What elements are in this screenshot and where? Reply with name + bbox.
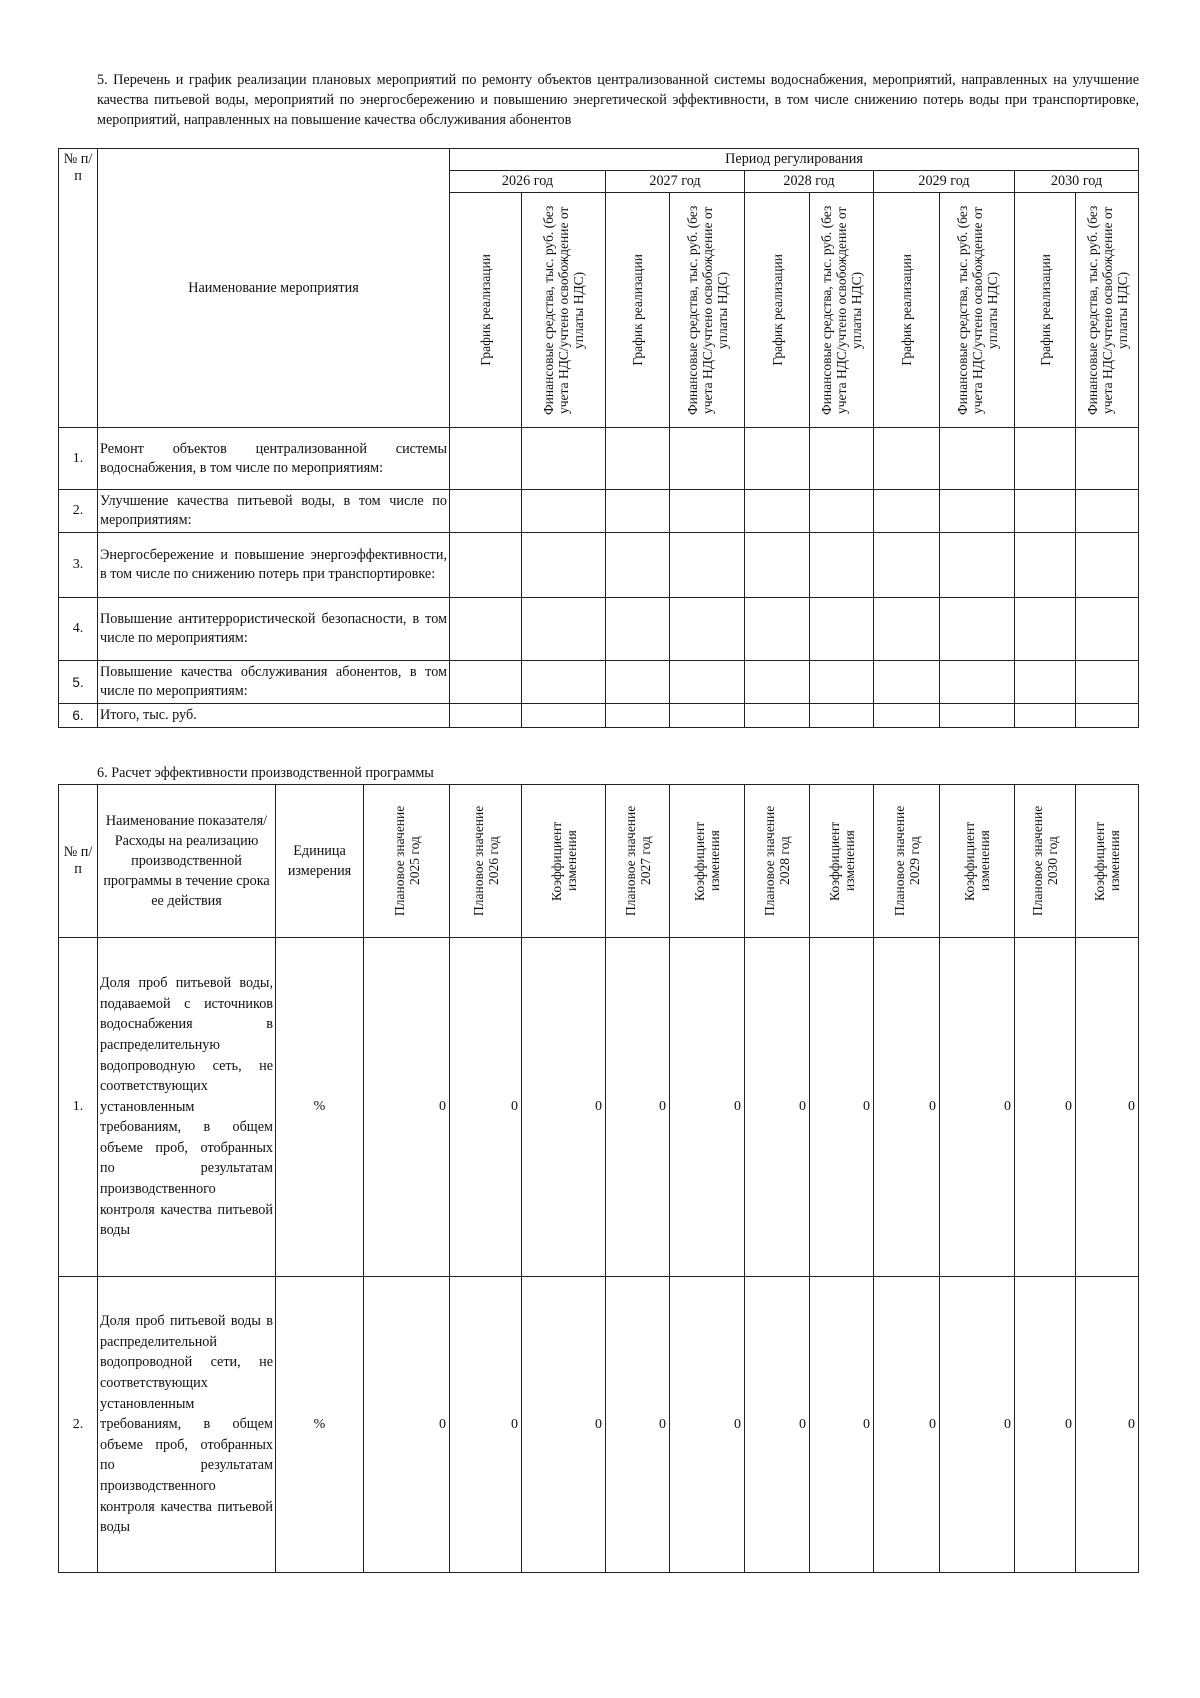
row-name: Ремонт объектов централизованной системы водоснабжения, в том числе по мероприятиям: [98, 428, 450, 490]
row-num: 3. [59, 533, 98, 598]
row-num: 2. [59, 490, 98, 533]
cell-value: 0 [874, 1277, 940, 1573]
header-schedule: График реализации [478, 254, 493, 366]
row-num: 4. [59, 598, 98, 661]
cell-value: 0 [364, 938, 450, 1277]
header-num: № п/п [59, 149, 98, 428]
cell-value: 0 [606, 938, 670, 1277]
cell-value: 0 [1076, 938, 1139, 1277]
activities-schedule-table [58, 148, 1139, 728]
efficiency-table [58, 784, 1139, 1573]
header-plan-2025: Плановое значение 2025 год [391, 805, 422, 917]
row-num: 1. [59, 428, 98, 490]
header-indicator-name: Наименование показателя/Расходы на реализацию производственной программы в течение срока ее действия [98, 785, 276, 938]
header-coef: Коэффициент изменения [548, 821, 579, 901]
cell-value: 0 [606, 1277, 670, 1573]
row-num: 6. [59, 704, 98, 728]
cell-value: 0 [670, 1277, 745, 1573]
header-schedule: График реализации [769, 254, 785, 366]
row-num: 2. [59, 1277, 98, 1573]
row-name: Энергосбережение и повышение энергоэффективности, в том числе по снижению потерь при транспортировке: [98, 533, 450, 598]
cell-value: 0 [810, 938, 874, 1277]
cell-value: 0 [364, 1277, 450, 1573]
header-year: 2027 год [606, 171, 745, 193]
row-unit: % [276, 938, 364, 1277]
row-name: Доля проб питьевой воды в распределительной водопроводной сети, не соответствующих установленным требованиям, в общем объеме проб, отобранных по результатам производственного контроля качества питьевой воды [98, 1277, 276, 1573]
header-schedule: График реализации [899, 254, 914, 366]
header-coef: Коэффициент изменения [692, 821, 722, 901]
table-row [59, 428, 1139, 490]
cell-value: 0 [745, 938, 810, 1277]
row-name: Доля проб питьевой воды, подаваемой с источников водоснабжения в распределительную водопроводную сеть, не соответствующих установленным требованиям, в общем объеме проб, отобранных по результатам производственного контроля качества питьевой воды [98, 938, 276, 1277]
cell-value: 0 [874, 938, 940, 1277]
row-unit: % [276, 1277, 364, 1573]
header-finance: Финансовые средства, тыс. руб. (без учета НДС/учтено освобождение от уплаты НДС) [819, 205, 864, 415]
header-coef: Коэффициент изменения [1092, 821, 1122, 901]
header-finance: Финансовые средства, тыс. руб. (без учета НДС/учтено освобождение от уплаты НДС) [1084, 205, 1130, 415]
table-row [59, 490, 1139, 533]
cell-value: 0 [522, 938, 606, 1277]
header-coef: Коэффициент изменения [826, 821, 857, 901]
header-coef: Коэффициент изменения [962, 821, 992, 901]
row-name: Итого, тыс. руб. [98, 704, 450, 728]
cell-value: 0 [745, 1277, 810, 1573]
cell-value: 0 [1076, 1277, 1139, 1573]
row-num: 5. [59, 661, 98, 704]
cell-value: 0 [810, 1277, 874, 1573]
cell-value: 0 [940, 1277, 1015, 1573]
cell-value: 0 [522, 1277, 606, 1573]
table-row [59, 661, 1139, 704]
header-plan-2030: Плановое значение 2030 год [1030, 805, 1060, 917]
header-year: 2026 год [450, 171, 606, 193]
header-finance: Финансовые средства, тыс. руб. (без учета НДС/учтено освобождение от уплаты НДС) [684, 205, 730, 415]
table-row [59, 598, 1139, 661]
cell-value: 0 [1015, 938, 1076, 1277]
header-year: 2028 год [745, 171, 874, 193]
header-num: № п/п [59, 785, 98, 938]
header-finance: Финансовые средства, тыс. руб. (без учета НДС/учтено освобождение от уплаты НДС) [954, 205, 1000, 415]
cell-value: 0 [450, 938, 522, 1277]
row-name: Повышение антитеррористической безопасности, в том числе по мероприятиям: [98, 598, 450, 661]
row-name: Улучшение качества питьевой воды, в том числе по мероприятиям: [98, 490, 450, 533]
header-period: Период регулирования [450, 149, 1139, 171]
header-year: 2029 год [874, 171, 1015, 193]
table-row [59, 1277, 1139, 1573]
table-row [59, 938, 1139, 1277]
header-schedule: График реализации [630, 254, 645, 366]
header-plan-2026: Плановое значение 2026 год [470, 805, 501, 917]
header-unit: Единица измерения [276, 785, 364, 938]
cell-value: 0 [450, 1277, 522, 1573]
section-6-title: 6. Расчет эффективности производственной программы [97, 765, 434, 781]
row-name: Повышение качества обслуживания абонентов, в том числе по мероприятиям: [98, 661, 450, 704]
table-row-total [59, 704, 1139, 728]
header-plan-2027: Плановое значение 2027 год [622, 805, 653, 917]
table-row [59, 533, 1139, 598]
row-num: 1. [59, 938, 98, 1277]
header-finance: Финансовые средства, тыс. руб. (без учета НДС/учтено освобождение от уплаты НДС) [541, 205, 586, 415]
header-year: 2030 год [1015, 171, 1139, 193]
header-activity-name: Наименование мероприятия [98, 149, 450, 428]
cell-value: 0 [1015, 1277, 1076, 1573]
header-plan-2029: Плановое значение 2029 год [891, 805, 922, 917]
header-schedule: График реализации [1037, 254, 1053, 366]
header-plan-2028: Плановое значение 2028 год [762, 805, 792, 917]
cell-value: 0 [670, 938, 745, 1277]
section-5-title: 5. Перечень и график реализации плановых мероприятий по ремонту объектов централизованной системы водоснабжения, мероприятий, направленных на улучшение качества питьевой воды, мероприятий по энергосбережению и повышению энергетической эффективности, в том числе снижению потерь воды при транспортировке, мероприятий, направленных на повышение качества обслуживания абонентов [97, 72, 1139, 128]
cell-value: 0 [940, 938, 1015, 1277]
